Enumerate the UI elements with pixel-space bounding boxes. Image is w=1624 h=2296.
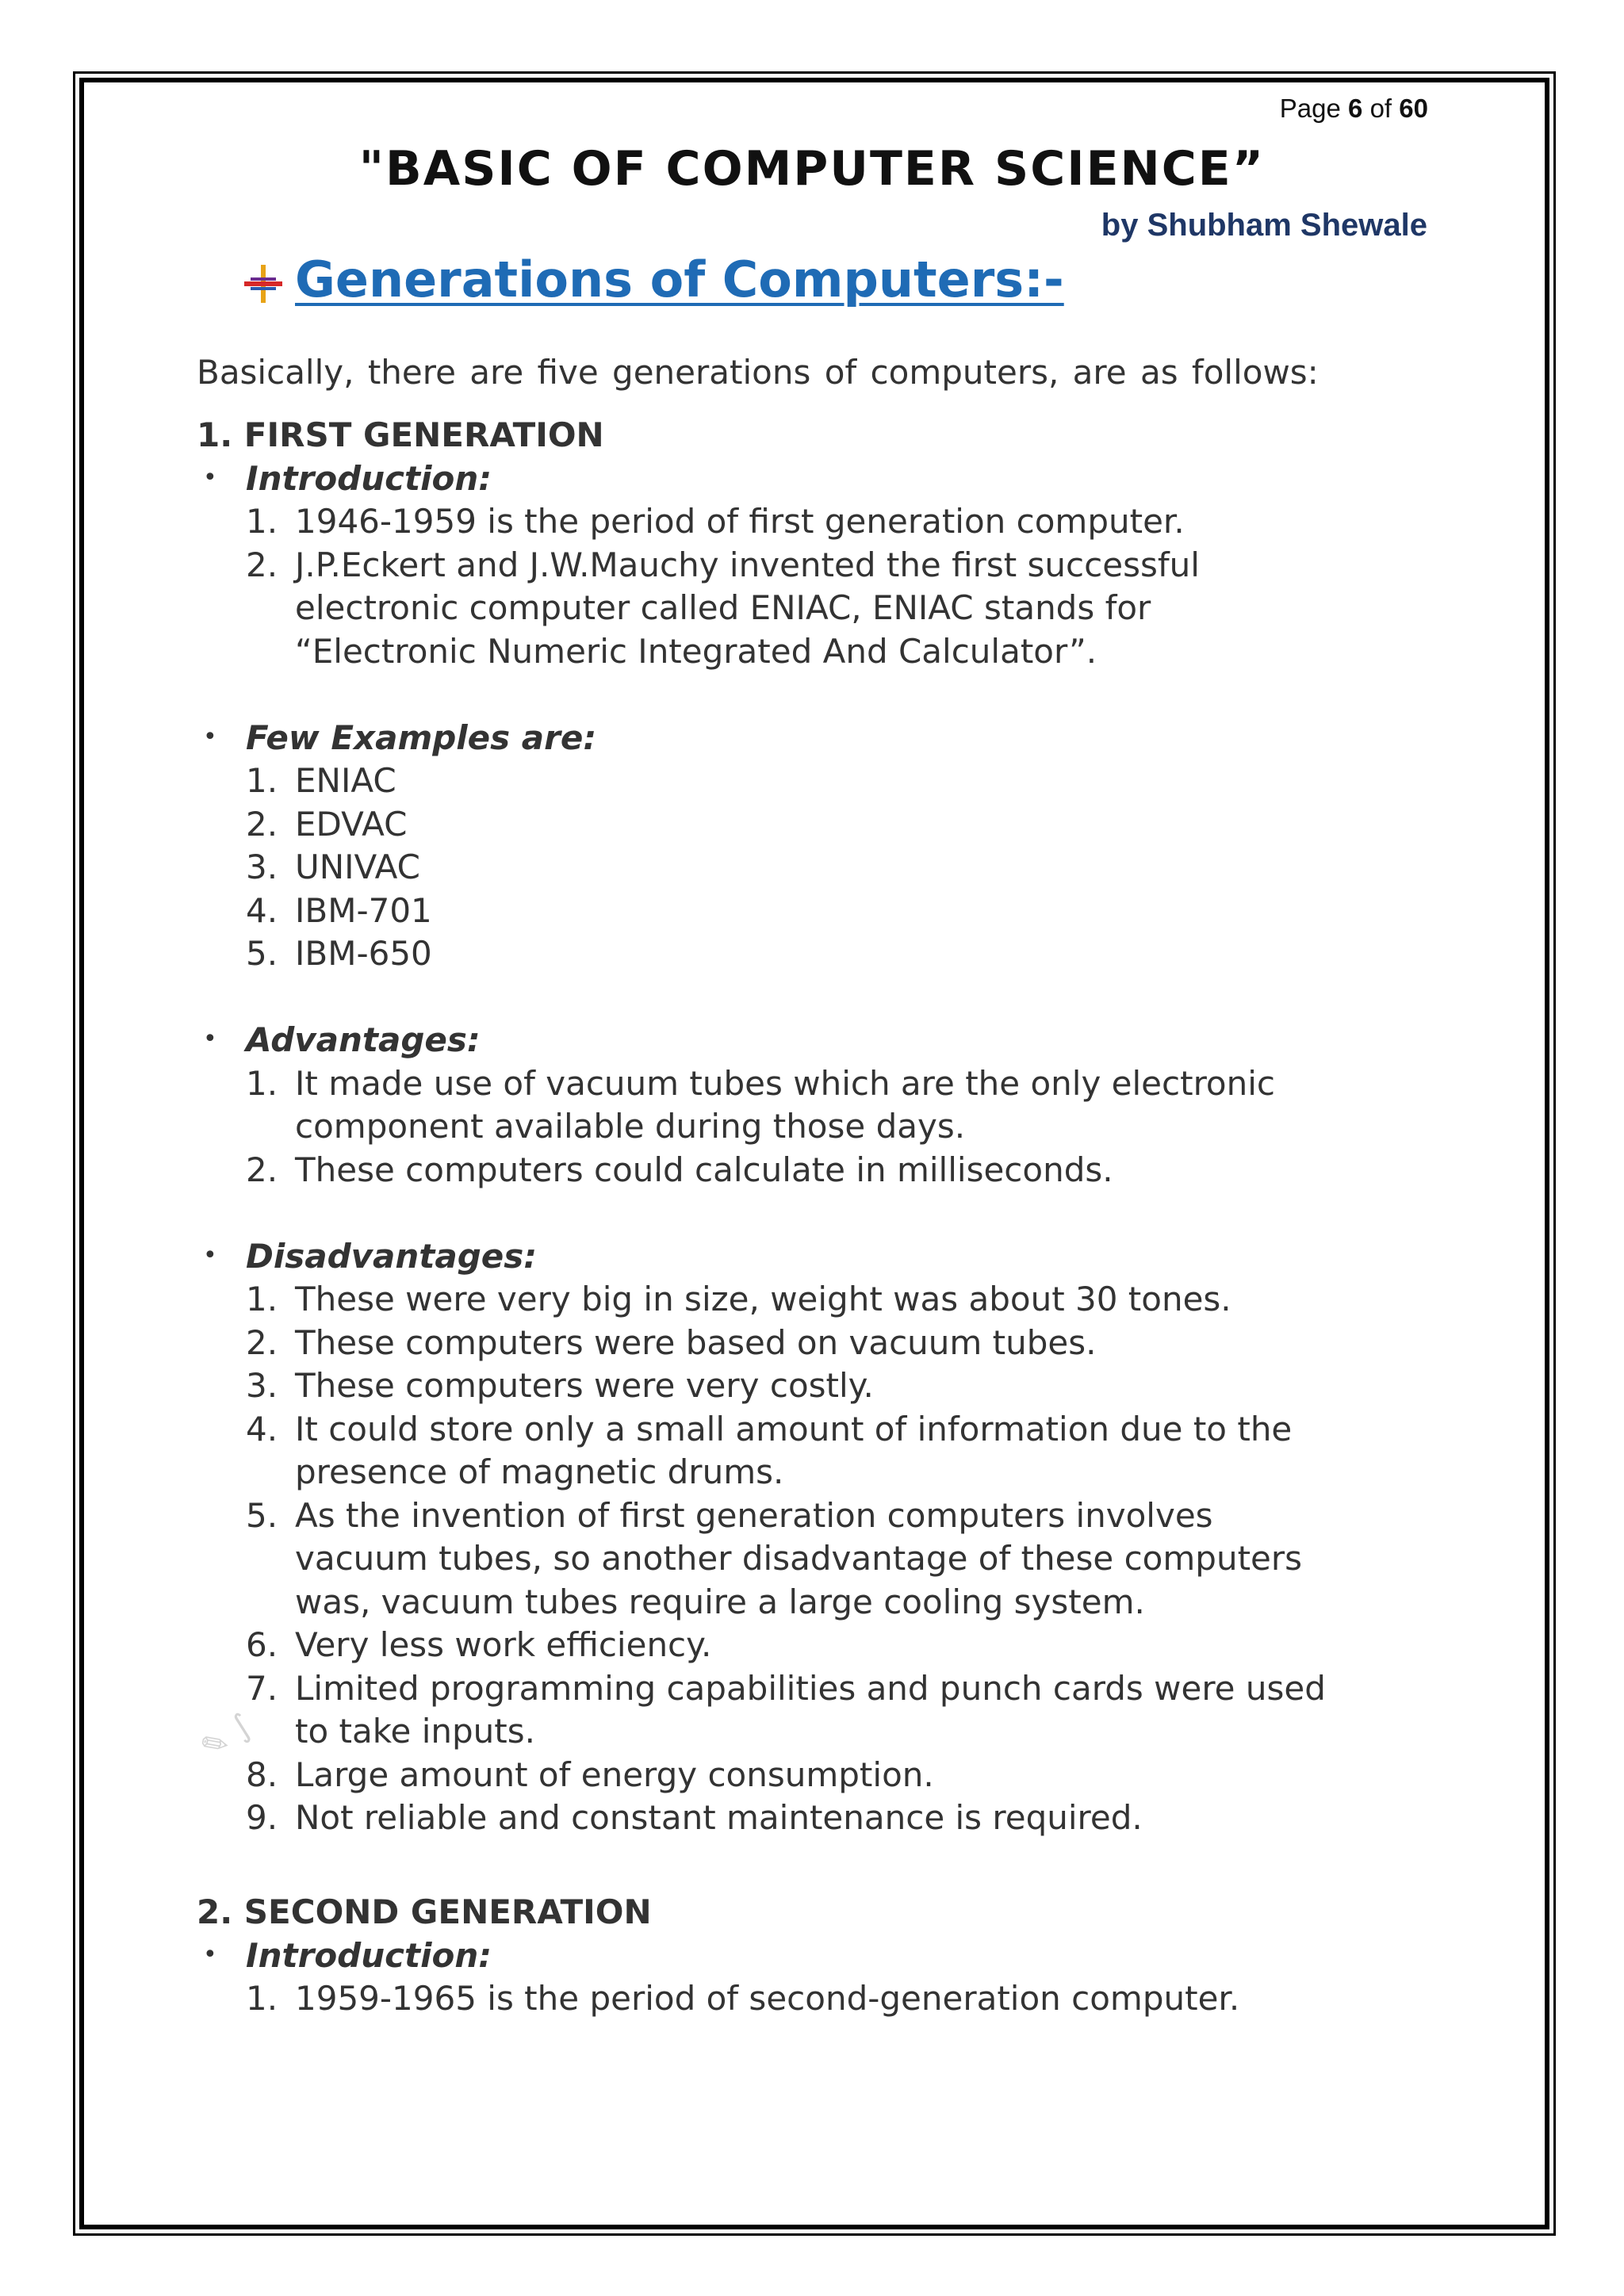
plus-star-icon: [243, 263, 284, 304]
list-item: [246, 1149, 1113, 1192]
document-title: "BASIC OF COMPUTER SCIENCE”: [358, 141, 1266, 197]
list-number: 3.: [246, 1366, 278, 1405]
list-number: 6.: [246, 1625, 278, 1664]
list-number: 4.: [246, 1409, 278, 1448]
list-item-text: Very less work efficiency.: [295, 1625, 712, 1664]
list-item-continuation: presence of magnetic drums.: [295, 1452, 784, 1491]
list-item-text: UNIVAC: [295, 848, 420, 886]
list-item: [246, 803, 408, 846]
subsection-label: Introduction:: [246, 458, 492, 498]
list-item-text: Limited programming capabilities and punch cards were used: [295, 1668, 1326, 1708]
list-item-text: These computers were based on vacuum tubes.: [295, 1322, 1097, 1362]
list-item-continuation: electronic computer called ENIAC, ENIAC stands for: [295, 588, 1151, 627]
list-number: 5.: [246, 1495, 278, 1535]
list-item-text: J.P.Eckert and J.W.Mauchy invented the first successful: [295, 545, 1200, 584]
list-item-text: 1959-1965 is the period of second-generation computer.: [295, 1979, 1240, 2018]
list-number: 3.: [246, 848, 278, 886]
list-item: [246, 1624, 711, 1667]
heading-text: Generations of Computers:-: [295, 251, 1064, 308]
list-item: [246, 1322, 1097, 1364]
list-item: [246, 1278, 1231, 1321]
list-item: [246, 932, 432, 975]
subsection-label: Disadvantages:: [246, 1236, 538, 1276]
bullet-icon: •: [203, 463, 217, 492]
list-item-text: IBM-701: [295, 890, 432, 930]
list-item-text: 1946-1959 is the period of first generation computer.: [295, 502, 1185, 541]
list-item: [246, 1667, 1326, 1710]
list-number: 2.: [246, 1150, 278, 1189]
page-number-total: 60: [1399, 94, 1428, 123]
generation-heading: 2. SECOND GENERATION: [197, 1892, 652, 1931]
list-number: 1.: [246, 1280, 278, 1318]
list-item: [246, 1797, 1143, 1839]
list-item: [246, 1408, 1292, 1451]
list-number: 9.: [246, 1798, 278, 1837]
intro-paragraph: Basically, there are five generations of computers, are as follows:: [197, 353, 1319, 392]
list-item: [246, 500, 1185, 543]
list-item-continuation: was, vacuum tubes require a large cooling system.: [295, 1582, 1145, 1621]
list-number: 2.: [246, 804, 278, 844]
list-item-text: ENIAC: [295, 761, 396, 800]
list-number: 4.: [246, 890, 278, 930]
list-item: [246, 846, 420, 889]
list-item: [246, 544, 1200, 587]
bullet-icon: •: [203, 1241, 217, 1269]
list-item-text: It could store only a small amount of information due to the: [295, 1409, 1293, 1448]
list-number: 1.: [246, 1063, 278, 1103]
subsection-label: Introduction:: [246, 1935, 492, 1975]
bullet-icon: •: [203, 722, 217, 751]
list-item-text: IBM-650: [295, 934, 432, 973]
page-number-prefix: Page: [1279, 94, 1341, 123]
list-item: [246, 760, 396, 802]
bullet-icon: •: [203, 1940, 217, 1969]
list-item-text: EDVAC: [295, 804, 408, 844]
page-number-current: 6: [1348, 94, 1363, 123]
list-number: 8.: [246, 1755, 278, 1794]
list-item: [246, 1062, 1275, 1105]
subsection-label: Advantages:: [246, 1020, 481, 1059]
list-item: [246, 1977, 1239, 2020]
subsection-label: Few Examples are:: [246, 718, 597, 757]
page-number-of: of: [1369, 94, 1392, 123]
list-item-text: It made use of vacuum tubes which are the only electronic: [295, 1063, 1276, 1103]
list-item-text: These were very big in size, weight was about 30 tones.: [295, 1280, 1231, 1318]
list-item-text: These computers were very costly.: [295, 1366, 874, 1405]
list-item-continuation: to take inputs.: [295, 1712, 536, 1751]
author-line: by Shubham Shewale: [1101, 208, 1427, 243]
list-item: [246, 1364, 874, 1407]
list-number: 1.: [246, 761, 278, 800]
list-number: 1.: [246, 1979, 278, 2018]
list-number: 5.: [246, 934, 278, 973]
bullet-icon: •: [203, 1025, 217, 1053]
generation-heading: 1. FIRST GENERATION: [197, 415, 604, 454]
list-item: [246, 1494, 1213, 1537]
list-number: 1.: [246, 502, 278, 541]
list-number: 2.: [246, 1322, 278, 1362]
list-item-text: As the invention of first generation computers involves: [295, 1495, 1213, 1535]
list-item-text: These computers could calculate in milliseconds.: [295, 1150, 1113, 1189]
list-item-continuation: “Electronic Numeric Integrated And Calculator”.: [295, 631, 1097, 671]
list-item-continuation: component available during those days.: [295, 1107, 966, 1146]
list-number: 7.: [246, 1668, 278, 1708]
watermark: ✎ ∫: [193, 1706, 259, 1768]
list-item: [246, 1754, 934, 1797]
list-item: [246, 890, 432, 932]
list-number: 2.: [246, 545, 278, 584]
page-number: [1280, 94, 1428, 124]
list-item-continuation: vacuum tubes, so another disadvantage of these computers: [295, 1539, 1303, 1578]
list-item-text: Large amount of energy consumption.: [295, 1755, 934, 1794]
list-item-text: Not reliable and constant maintenance is required.: [295, 1798, 1143, 1837]
